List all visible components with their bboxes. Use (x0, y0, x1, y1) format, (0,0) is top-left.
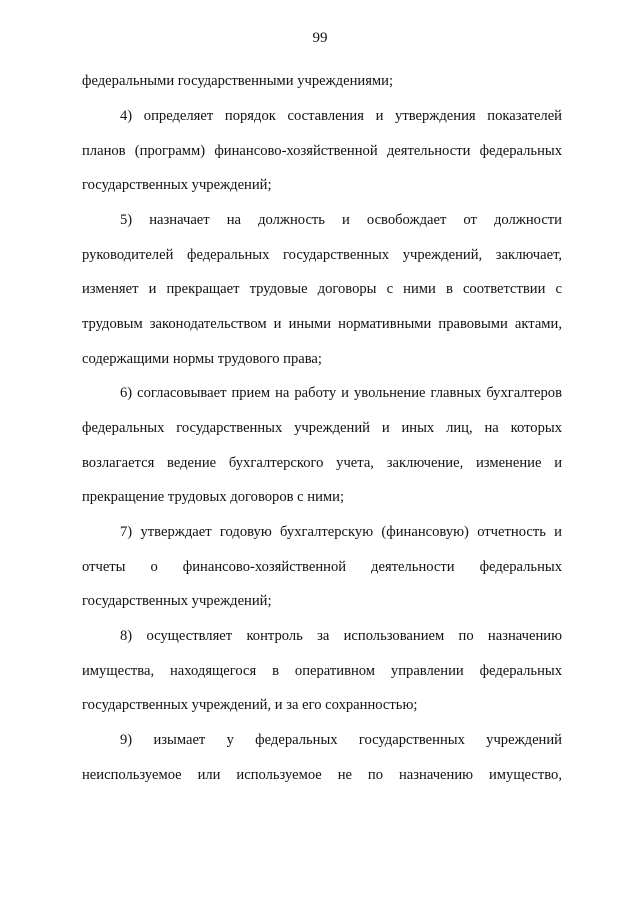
text-line: государственных учреждений; (82, 593, 272, 609)
text-line: 9) изымает у федеральных государственных учреждений (120, 732, 562, 748)
page-number: 99 (312, 30, 328, 46)
text-line: государственных учреждений; (82, 177, 272, 193)
text-line: 7) утверждает годовую бухгалтерскую (финансовую) отчетность и (120, 524, 562, 540)
text-line: федеральных государственных учреждений и иных лиц, на которых (82, 420, 562, 436)
text-line: прекращение трудовых договоров с ними; (82, 489, 345, 505)
text-line: неиспользуемое или используемое не по назначению имущество, (82, 767, 562, 783)
text-line: государственных учреждений, и за его сохранностью; (82, 697, 418, 713)
text-line: 4) определяет порядок составления и утверждения показателей (120, 108, 562, 124)
text-line: содержащими нормы трудового права; (82, 351, 322, 367)
text-line: 8) осуществляет контроль за использованием по назначению (120, 628, 562, 644)
text-line: 6) согласовывает прием на работу и увольнение главных бухгалтеров (120, 385, 562, 401)
text-line: планов (программ) финансово-хозяйственной деятельности федеральных (82, 143, 562, 159)
text-line: изменяет и прекращает трудовые договоры с ними в соответствии с (82, 281, 562, 297)
text-line: имущества, находящегося в оперативном управлении федеральных (82, 663, 562, 679)
text-line: руководителей федеральных государственных учреждений, заключает, (82, 247, 562, 263)
text-line: отчеты о финансово-хозяйственной деятельности федеральных (82, 559, 562, 575)
text-line: федеральными государственными учреждениями; (82, 73, 394, 89)
text-line: трудовым законодательством и иными нормативными правовыми актами, (82, 316, 562, 332)
text-line: 5) назначает на должность и освобождает от должности (120, 212, 562, 228)
text-line: возлагается ведение бухгалтерского учета, заключение, изменение и (82, 455, 562, 471)
